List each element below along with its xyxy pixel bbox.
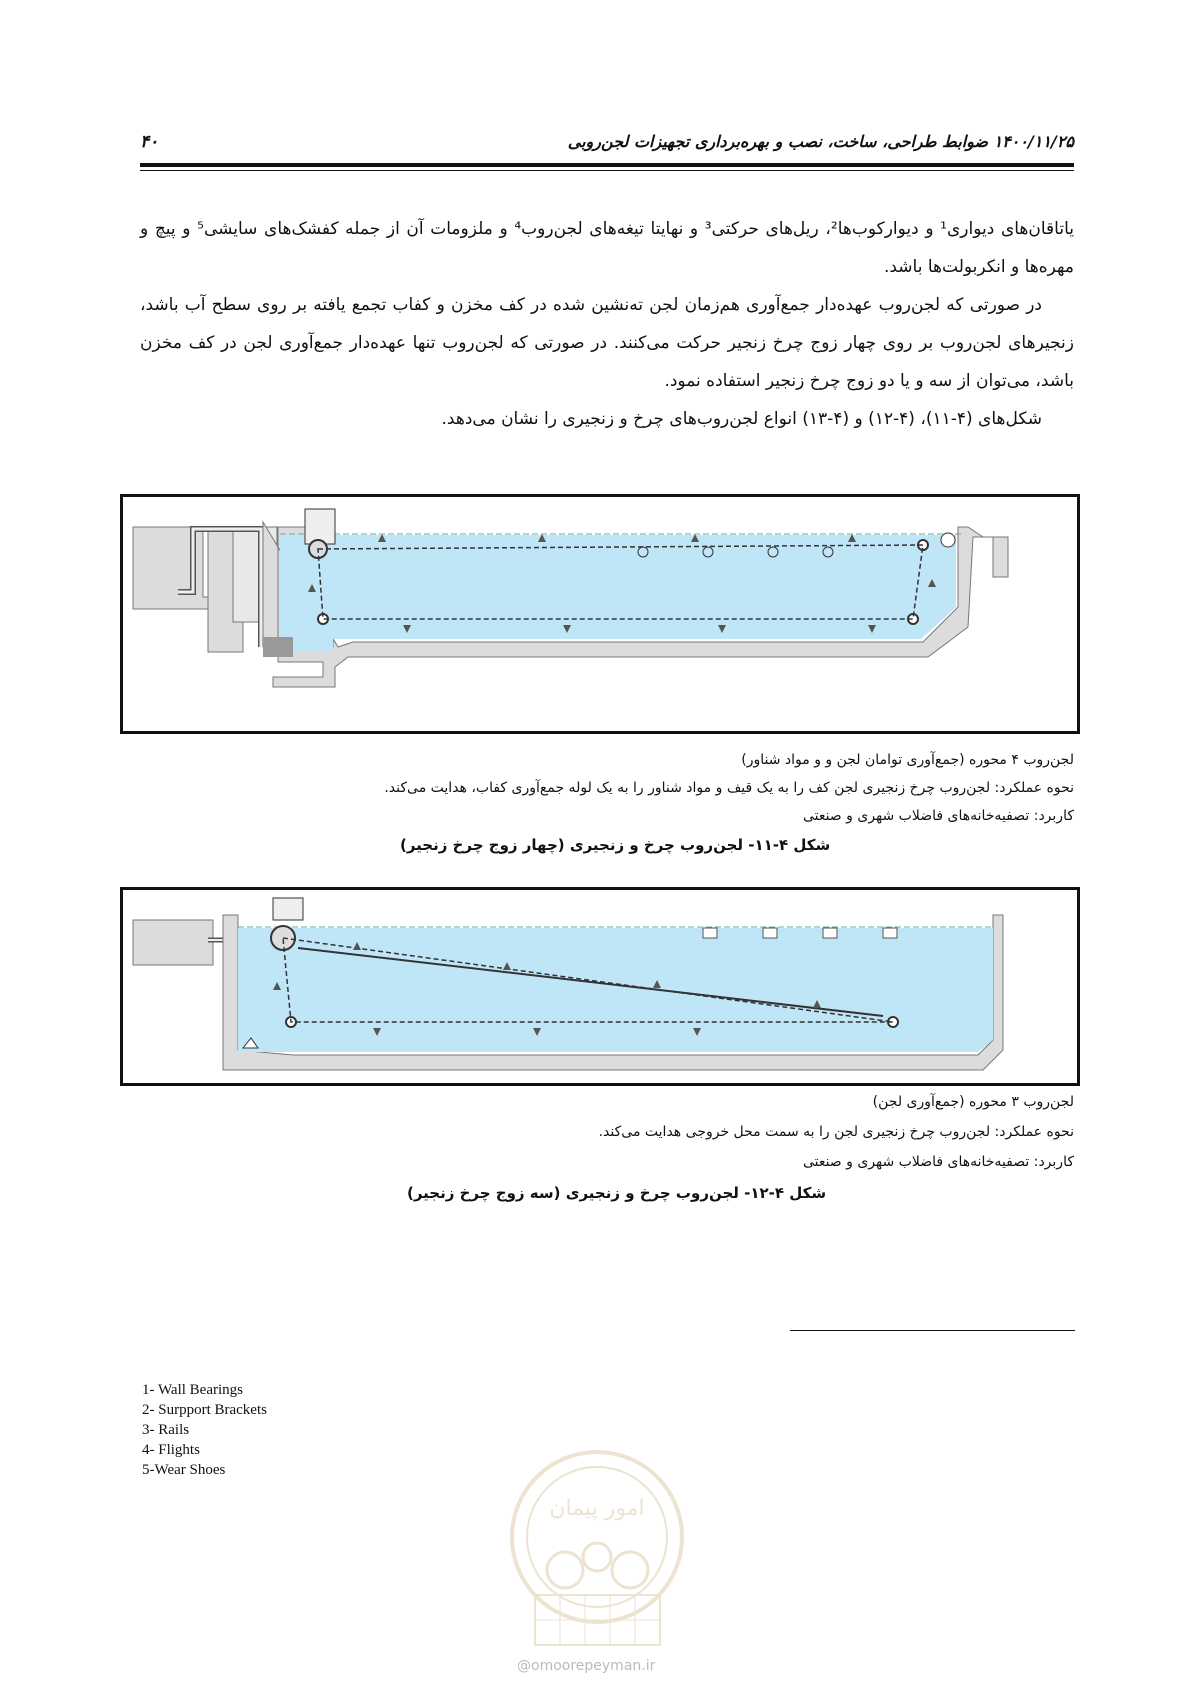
figure1-caption-line: نحوه عملکرد: لجن‌روب چرخ زنجیری لجن کف را به یک قیف و مواد شناور را به یک لوله جمع‌آوری کفاب، هدایت می‌کند. (384, 780, 1074, 796)
footnote: 1- Wall Bearings (142, 1382, 243, 1398)
figure1-caption-line: لجن‌روب ۴ محوره (جمع‌آوری توامان لجن و و مواد شناور) (741, 752, 1074, 768)
footnote: 3- Rails (142, 1422, 190, 1438)
watermark-site: @omoorepeyman.ir (517, 1658, 656, 1674)
figure2-caption-line: نحوه عملکرد: لجن‌روب چرخ زنجیری لجن را به سمت محل خروجی هدایت می‌کند. (598, 1124, 1074, 1140)
header-rule-thin (140, 170, 1074, 171)
watermark-logo-text: امور پیمان (549, 1496, 645, 1521)
footnote: 4- Flights (142, 1442, 200, 1458)
watermark-logo (505, 1445, 690, 1665)
running-title: ۱۴۰۰/۱۱/۲۵ ضوابط طراحی، ساخت، نصب و بهره‌برداری تجهیزات لجن‌روبی (567, 132, 1074, 151)
paragraph: شکل‌های (۴-۱۱)، (۴-۱۲) و (۴-۱۳) انواع لجن‌روب‌های چرخ و زنجیری را نشان می‌دهد. (441, 409, 1042, 429)
footnotes (142, 1380, 267, 1480)
figure-4-12-diagram (120, 887, 1080, 1086)
header-rule-thick (140, 163, 1074, 167)
figure2-caption-line: کاربرد: تصفیه‌خانه‌های فاضلاب شهری و صنعتی (802, 1154, 1074, 1170)
figure1-title: شکل ۴-۱۱- لجن‌روب چرخ و زنجیری (چهار زوج چرخ زنجیر) (400, 836, 831, 854)
footnote: 5-Wear Shoes (142, 1462, 226, 1478)
footnote-rule (790, 1330, 1075, 1331)
paragraph: یاتاقان‌های دیواری¹ و دیوارکوب‌ها²، ریل‌های حرکتی³ و نهایتا تیغه‌های لجن‌روب⁴ و ملزومات آن از جمله کفشک‌های سایشی⁵ و پیچ و مهره‌ها و انکربولت‌ها باشد. (140, 219, 1075, 277)
paragraph: در صورتی که لجن‌روب عهده‌دار جمع‌آوری هم‌زمان لجن ته‌نشین شده در کف مخزن و کفاب تجمع یافته بر روی سطح آب باشد، زنجیرهای لجن‌روب بر روی چهار زوج چرخ زنجیر حرکت می‌کنند. در صورتی که لجن‌روب تنها عهده‌دار جمع‌آوری لجن در کف مخزن باشد، می‌توان از سه و یا دو زوج چرخ زنجیر استفاده نمود. (140, 295, 1074, 391)
figure1-caption-line: کاربرد: تصفیه‌خانه‌های فاضلاب شهری و صنعتی (802, 808, 1074, 824)
page-header (140, 128, 1074, 168)
body-text (140, 210, 1074, 438)
figure-4-11-diagram (120, 494, 1080, 734)
figure2-title: شکل ۴-۱۲- لجن‌روب چرخ و زنجیری (سه زوج چرخ زنجیر) (407, 1184, 827, 1202)
footnote: 2- Surpport Brackets (142, 1402, 267, 1418)
page-number: ۴۰ (140, 132, 159, 152)
figure2-caption-line: لجن‌روب ۳ محوره (جمع‌آوری لجن) (872, 1094, 1074, 1110)
